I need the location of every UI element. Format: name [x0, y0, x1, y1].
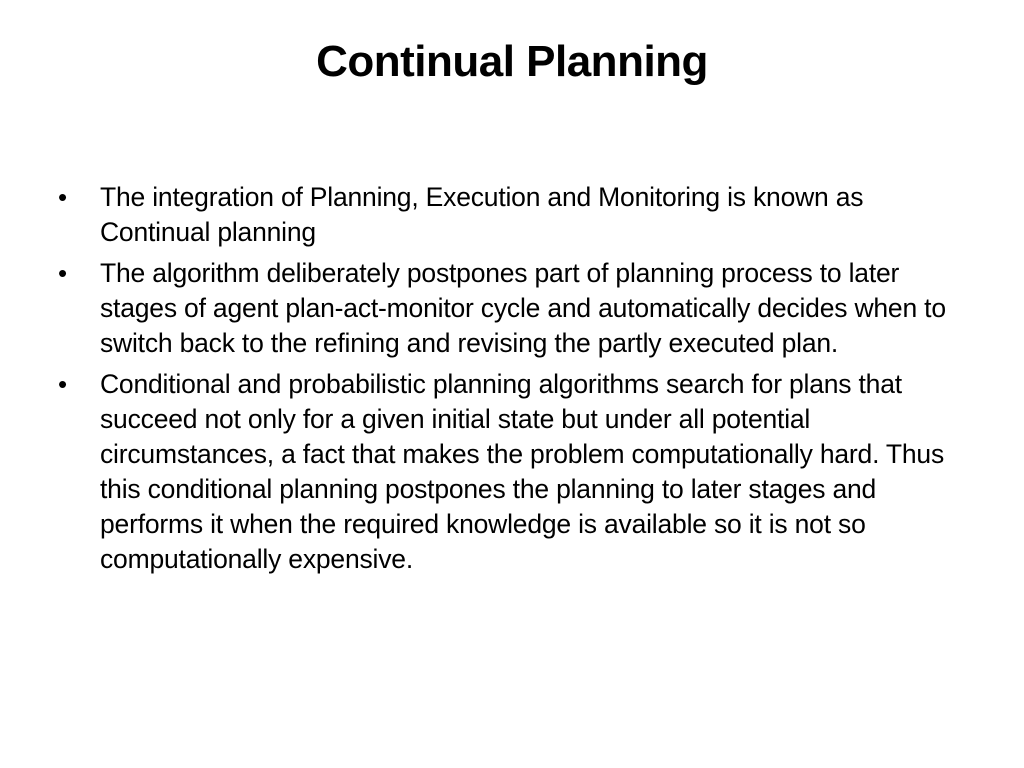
bullet-marker: • [58, 258, 67, 288]
bullet-text: The integration of Planning, Execution and Monitoring is known as Continual planning [100, 182, 864, 247]
bullet-item [55, 256, 975, 361]
bullet-marker: • [58, 369, 67, 399]
bullet-list [55, 180, 975, 583]
bullet-item [55, 180, 975, 250]
bullet-item [55, 367, 975, 577]
bullet-text: Conditional and probabilistic planning algorithms search for plans that succeed not only for a given initial state but under all potential circumstances, a fact that makes the problem computationally hard. Thus this conditional planning postpones the planning to later stages and performs it when the required knowledge is available so it is not so computationally expensive. [100, 369, 945, 574]
slide-title: Continual Planning [316, 37, 708, 86]
bullet-text: The algorithm deliberately postpones part of planning process to later stages of agent plan-act-monitor cycle and automatically decides when to switch back to the refining and revising the partly executed plan. [100, 258, 946, 358]
bullet-marker: • [58, 182, 67, 212]
